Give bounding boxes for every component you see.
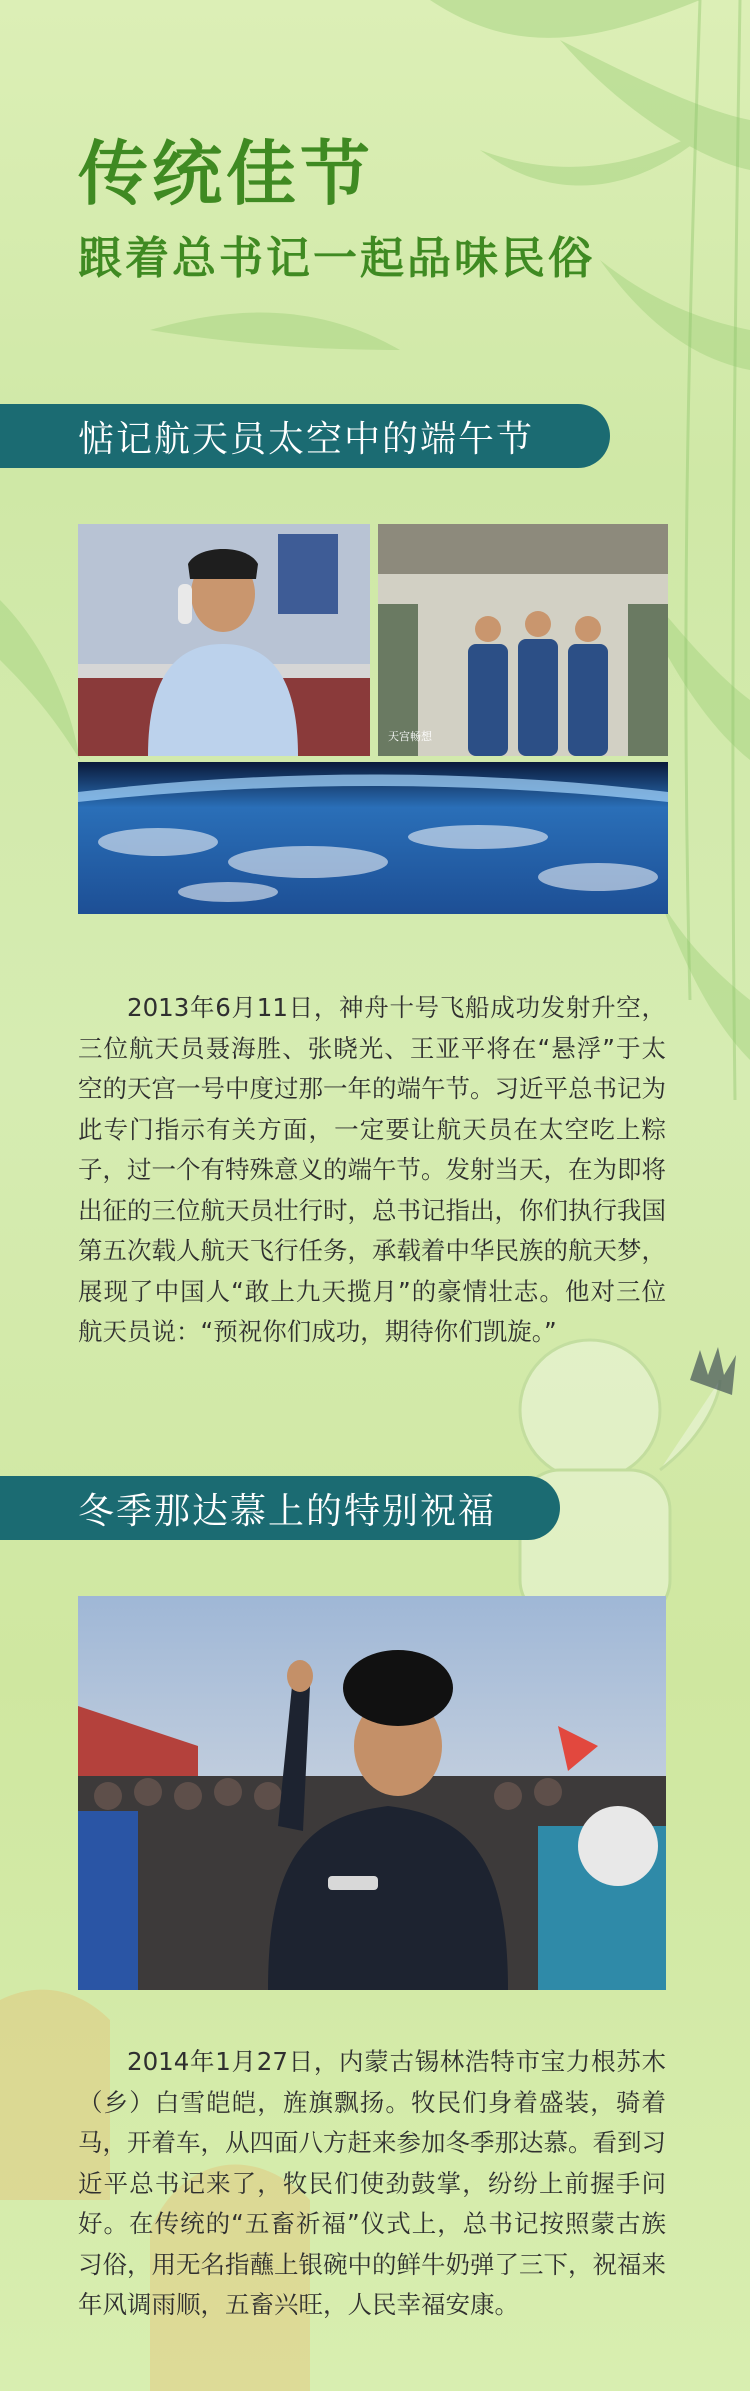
section-heading-naadam: 冬季那达慕上的特别祝福 xyxy=(0,1476,560,1540)
page-title: 传统佳节 xyxy=(78,133,374,215)
photo-astronauts-tiangong xyxy=(378,524,668,756)
photo-phone-call xyxy=(78,524,370,756)
section-paragraph-dragon-boat: 2013年6月11日，神舟十号飞船成功发射升空，三位航天员聂海胜、张晓光、王亚平将在“悬浮”于太空的天宫一号中度过那一年的端午节。习近平总书记为此专门指示有关方面，一定要让航天员在太空吃上粽子，过一个有特殊意义的端午节。发射当天，在为即将出征的三位航天员壮行时，总书记指出，你们执行我国第五次载人航天飞行任务，承载着中华民族的航天梦，展现了中国人“敢上九天揽月”的豪情壮志。他对三位航天员说：“预祝你们成功，期待你们凯旋。” xyxy=(78,993,666,1346)
photo-naadam-greeting xyxy=(78,1596,666,1990)
section-heading-dragon-boat: 惦记航天员太空中的端午节 xyxy=(0,404,610,468)
photo-earth-from-space xyxy=(78,762,668,914)
page-subtitle: 跟着总书记一起品味民俗 xyxy=(78,233,595,284)
section-paragraph-naadam: 2014年1月27日，内蒙古锡林浩特市宝力根苏木（乡）白雪皑皑，旌旗飘扬。牧民们身着盛装，骑着马，开着车，从四面八方赶来参加冬季那达慕。看到习近平总书记来了，牧民们使劲鼓掌，纷纷上前握手问好。在传统的“五畜祈福”仪式上，总书记按照蒙古族习俗，用无名指蘸上银碗中的鲜牛奶弹了三下，祝福来年风调雨顺，五畜兴旺，人民幸福安康。 xyxy=(78,2047,666,2319)
photo-caption: 天宫畅想 xyxy=(388,730,432,743)
